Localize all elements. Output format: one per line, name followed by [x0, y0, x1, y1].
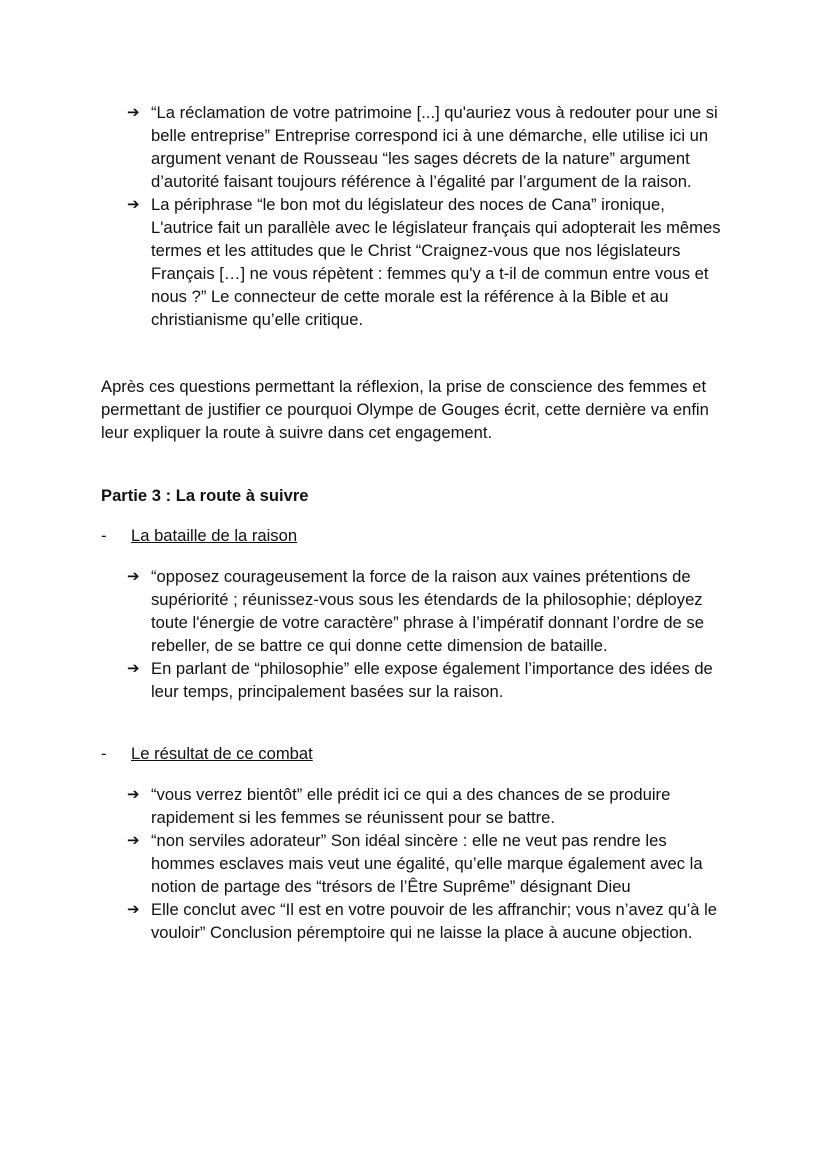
list-item-text: “non serviles adorateur” Son idéal sincère : elle ne veut pas rendre les hommes esclaves mais veut une égalité, qu’elle marque également avec la notion de partage des “trésors de l’Être Suprême” désignant Dieu [151, 831, 703, 896]
list-item-text: En parlant de “philosophie” elle expose également l’importance des idées de leur temps, principalement basées sur la raison. [151, 659, 713, 701]
list-item [127, 193, 727, 331]
part2-arrow-list [127, 101, 727, 331]
transition-paragraph: Après ces questions permettant la réflexion, la prise de conscience des femmes et permettant de justifier ce pourquoi Olympe de Gouges écrit, cette dernière va enfin leur expliquer la route à suivre dans cet engagement. [101, 377, 709, 442]
arrow-bullet-icon: ➔ [127, 567, 140, 585]
list-item [127, 898, 727, 944]
dash-bullet: - [101, 526, 107, 545]
list-item [127, 783, 727, 829]
list-item [127, 565, 732, 657]
subsection-heading-bataille [101, 524, 601, 547]
list-item-text: “vous verrez bientôt” elle prédit ici ce qui a des chances de se produire rapidement si les femmes se réunissent pour se battre. [151, 785, 671, 827]
dash-bullet: - [101, 744, 107, 763]
list-item-text: La périphrase “le bon mot du législateur des noces de Cana” ironique, L'autrice fait un parallèle avec le législateur français qui adopterait les mêmes termes et les attitudes que le Christ “Craignez-vous que nos législateurs Français […] ne vous répètent : femmes qu'y a t-il de commun entre vous et nous ?” Le connecteur de cette morale est la référence à la Bible et au christianisme qu’elle critique. [151, 195, 721, 329]
arrow-bullet-icon: ➔ [127, 659, 140, 677]
list-item-text: “La réclamation de votre patrimoine [...] qu'auriez vous à redouter pour une si belle entreprise” Entreprise correspond ici à une démarche, elle utilise ici un argument venant de Rousseau “les sages décrets de la nature” argument d’autorité faisant toujours référence à l’égalité par l’argument de la raison. [151, 103, 718, 191]
list-item [127, 657, 732, 703]
list-item [127, 829, 727, 898]
arrow-bullet-icon: ➔ [127, 103, 140, 121]
list-item-text: “opposez courageusement la force de la raison aux vaines prétentions de supériorité ; réunissez-vous sous les étendards de la philosophie; déployez toute l'énergie de votre caractère” phrase à l’impératif donnant l’ordre de se rebeller, de se battre ce qui donne cette dimension de bataille. [151, 567, 704, 655]
arrow-bullet-icon: ➔ [127, 195, 140, 213]
arrow-bullet-icon: ➔ [127, 785, 140, 803]
arrow-bullet-icon: ➔ [127, 831, 140, 849]
subsection-heading-resultat [101, 742, 601, 765]
resultat-arrow-list [127, 783, 727, 944]
arrow-bullet-icon: ➔ [127, 900, 140, 918]
section-heading: Partie 3 : La route à suivre [101, 486, 309, 505]
list-item [127, 101, 727, 193]
subsection-title: Le résultat de ce combat [131, 744, 313, 763]
subsection-title: La bataille de la raison [131, 526, 298, 545]
list-item-text: Elle conclut avec “Il est en votre pouvoir de les affranchir; vous n’avez qu’à le vouloir” Conclusion péremptoire qui ne laisse la place à aucune objection. [151, 900, 718, 942]
bataille-arrow-list [127, 565, 732, 703]
